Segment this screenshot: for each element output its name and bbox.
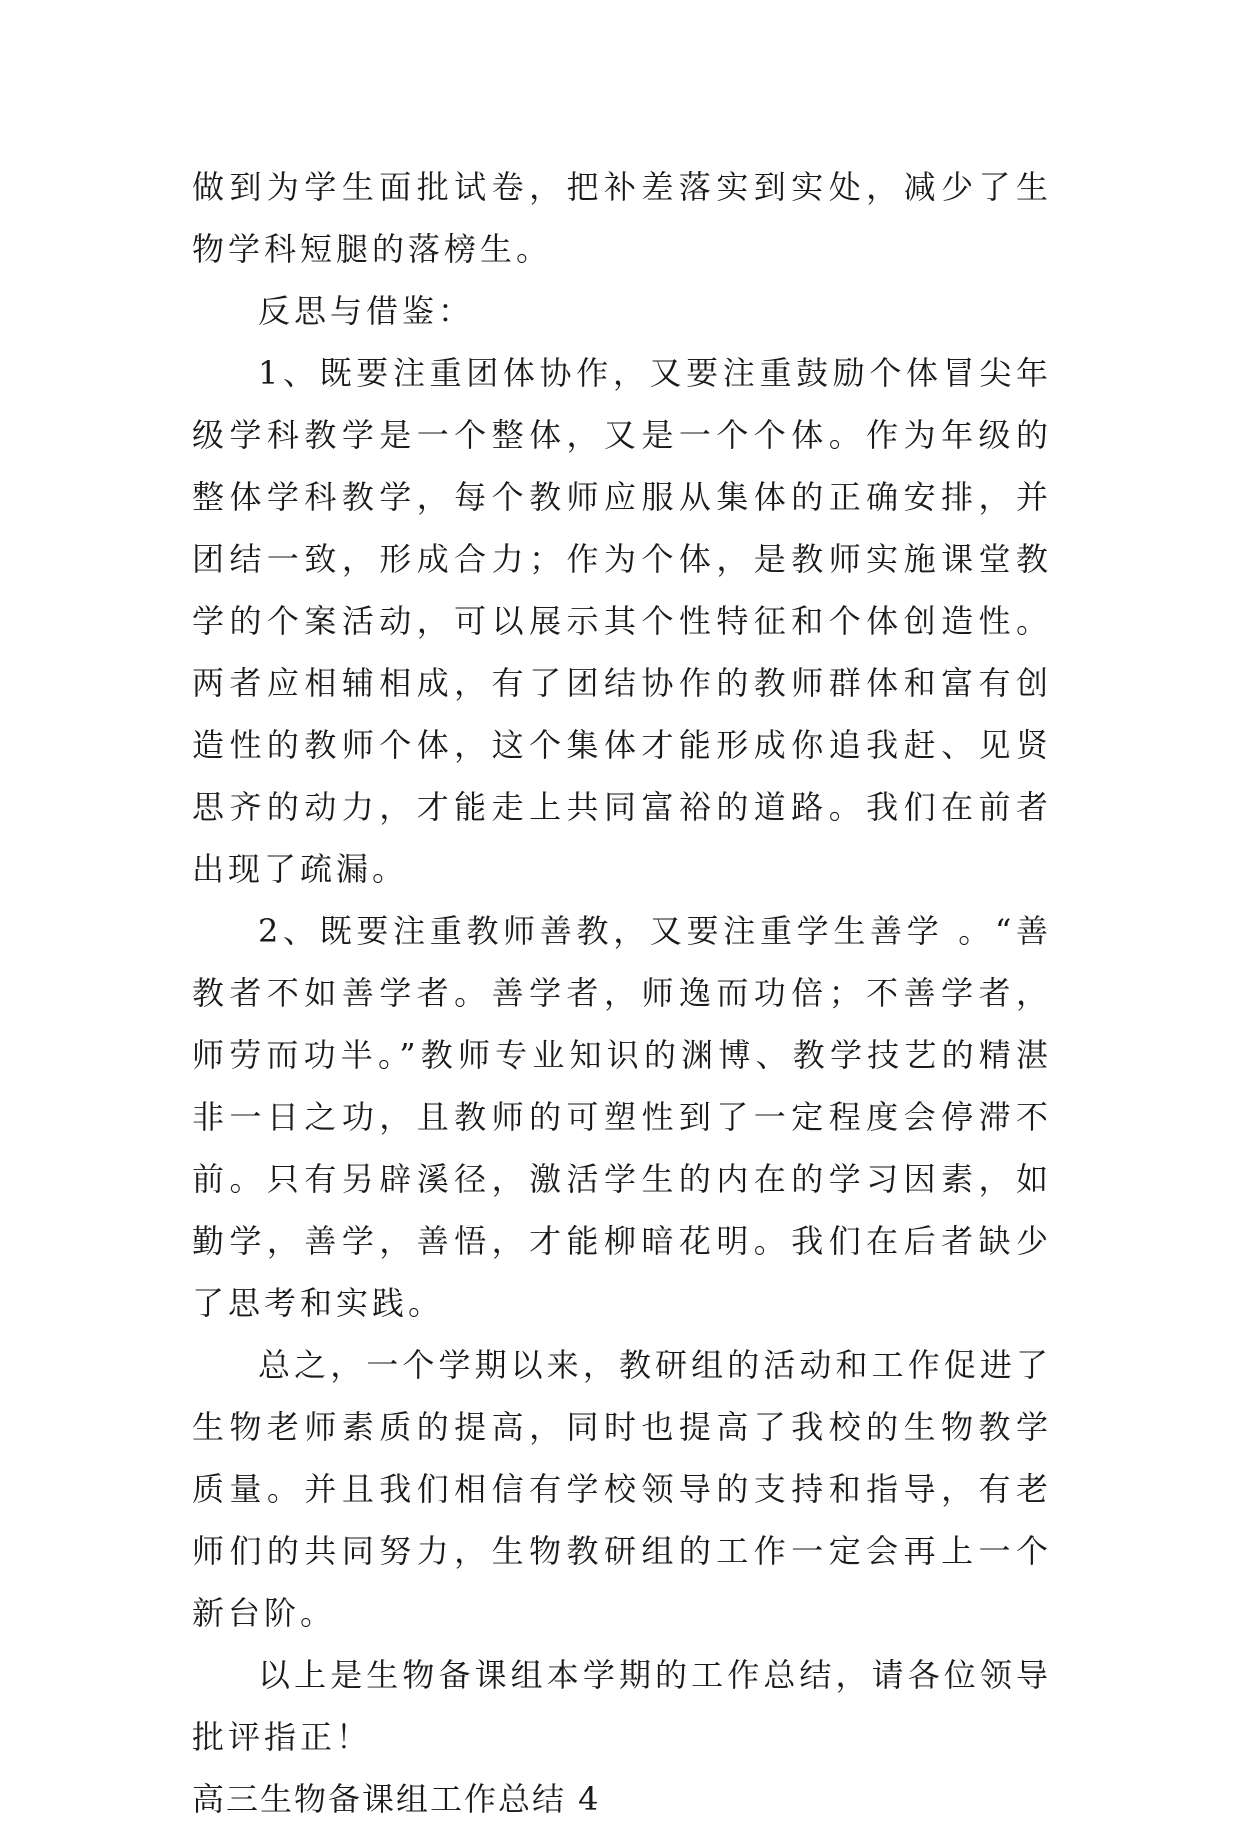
paragraph-3: 1、既要注重团体协作，又要注重鼓励个体冒尖年级学科教学是一个整体，又是一个个体。作为年级的整体学科教学，每个教师应服从集体的正确安排，并团结一致，形成合力；作为个体，是教师实施课堂教学的个案活动，可以展示其个性特征和个体创造性。两者应相辅相成，有了团结协作的教师群体和富有创造性的教师个体，这个集体才能形成你追我赶、见贤思齐的动力，才能走上共同富裕的道路。我们在前者出现了疏漏。 xyxy=(192,354,1052,888)
paragraph-2: 反思与借鉴： xyxy=(258,292,475,330)
paragraph-5: 总之，一个学期以来，教研组的活动和工作促进了生物老师素质的提高，同时也提高了我校的生物教学质量。并且我们相信有学校领导的支持和指导，有老师们的共同努力，生物教研组的工作一定会再上一个新台阶。 xyxy=(192,1346,1052,1632)
document-body xyxy=(192,156,1052,1830)
paragraph-4: 2、既要注重教师善教，又要注重学生善学 。“善教者不如善学者。善学者，师逸而功倍；不善学者，师劳而功半。”教师专业知识的渊博、教学技艺的精湛非一日之功，且教师的可塑性到了一定程度会停滞不前。只有另辟溪径，激活学生的内在的学习因素，如勤学，善学，善悟，才能柳暗花明。我们在后者缺少了思考和实践。 xyxy=(192,912,1052,1322)
paragraph-1: 做到为学生面批试卷，把补差落实到实处，减少了生物学科短腿的落榜生。 xyxy=(192,168,1052,268)
section-heading: 高三生物备课组工作总结 4 xyxy=(192,1780,601,1818)
paragraph-6: 以上是生物备课组本学期的工作总结，请各位领导批评指正！ xyxy=(192,1656,1052,1756)
